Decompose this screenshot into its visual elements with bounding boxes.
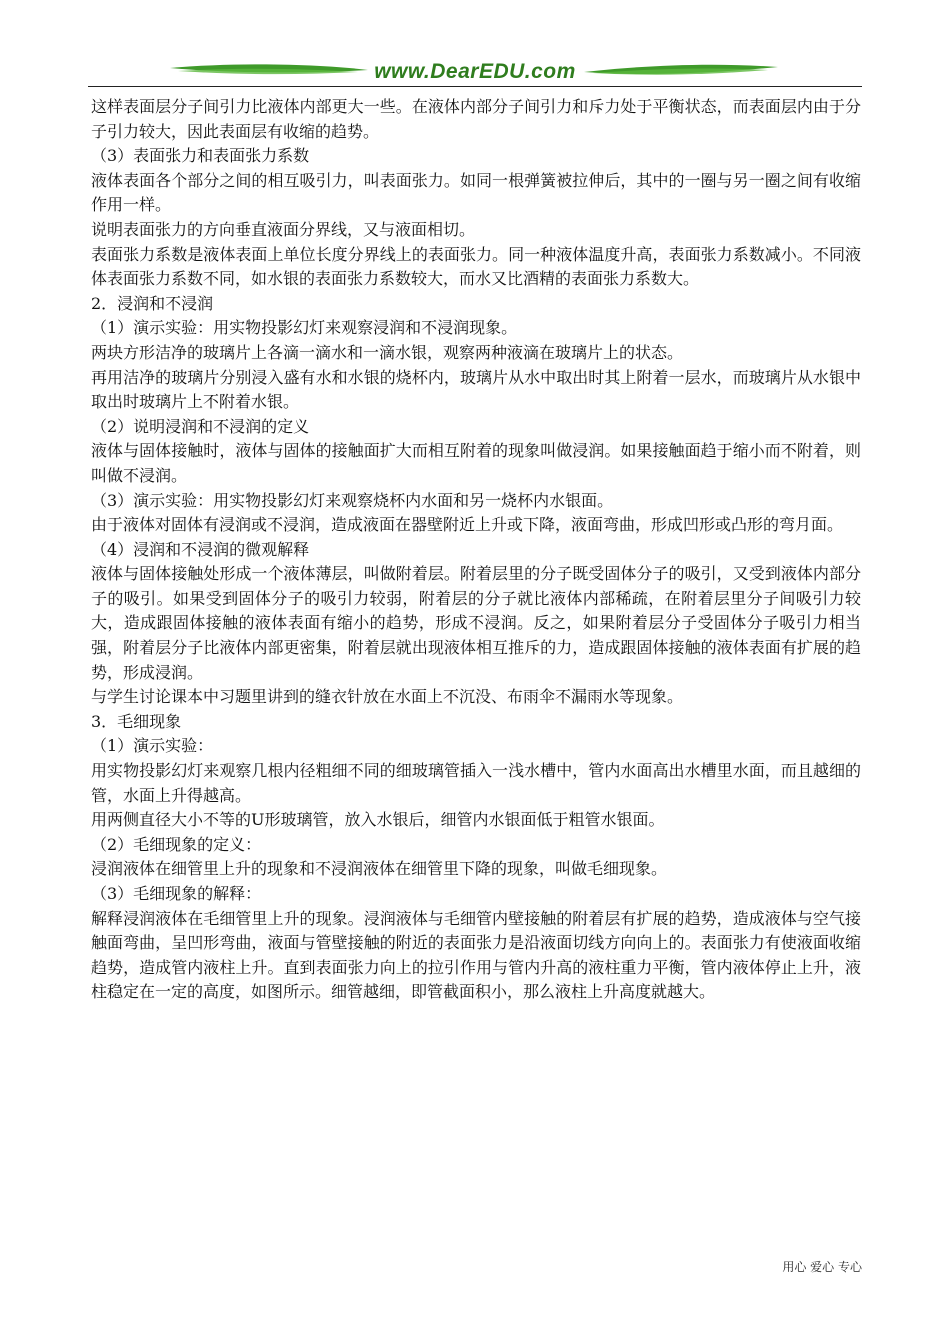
paragraph: 浸润液体在细管里上升的现象和不浸润液体在细管里下降的现象，叫做毛细现象。	[91, 859, 668, 879]
paragraph: 由于液体对固体有浸润或不浸润，造成液面在器壁附近上升或下降，液面弯曲，形成凹形或凸形的弯月面。	[91, 515, 844, 535]
section-heading: 2．浸润和不浸润	[91, 293, 214, 313]
section-heading: （2）毛细现象的定义：	[91, 834, 262, 854]
site-url-logo: www.DearEDU.com	[374, 60, 576, 83]
paragraph: 液体表面各个部分之间的相互吸引力，叫表面张力。如同一根弹簧被拉伸后，其中的一圈与另一圈之间有收缩作用一样。	[91, 170, 861, 215]
paragraph: 说明表面张力的方向垂直液面分界线，又与液面相切。	[91, 219, 476, 239]
paragraph: 表面张力系数是液体表面上单位长度分界线上的表面张力。同一种液体温度升高，表面张力系数减小。不同液体表面张力系数不同，如水银的表面张力系数较大，而水又比酒精的表面张力系数大。	[91, 244, 861, 289]
section-heading: （4）浸润和不浸润的微观解释	[91, 539, 310, 559]
paragraph: 再用洁净的玻璃片分别浸入盛有水和水银的烧杯内，玻璃片从水中取出时其上附着一层水，而玻璃片从水银中取出时玻璃片上不附着水银。	[91, 367, 861, 412]
document-body	[91, 95, 861, 1005]
paragraph: 这样表面层分子间引力比液体内部更大一些。在液体内部分子间引力和斥力处于平衡状态，而表面层内由于分子引力较大，因此表面层有收缩的趋势。	[91, 97, 861, 141]
paragraph: 两块方形洁净的玻璃片上各滴一滴水和一滴水银，观察两种液滴在玻璃片上的状态。	[91, 342, 684, 362]
paragraph: 解释浸润液体在毛细管里上升的现象。浸润液体与毛细管内壁接触的附着层有扩展的趋势，造成液体与空气接触面弯曲，呈凹形弯曲，液面与管壁接触的附近的表面张力是沿液面切线方向向上的。表面张力有使液面收缩趋势，造成管内液柱上升。直到表面张力向上的拉引作用与管内升高的液柱重力平衡，管内液体停止上升，液柱稳定在一定的高度，如图所示。细管越细，即管截面积小，那么液柱上升高度就越大。	[91, 908, 861, 1002]
section-heading: （2）说明浸润和不浸润的定义	[91, 416, 310, 436]
section-heading: （3）表面张力和表面张力系数	[91, 146, 310, 166]
section-heading: （3）演示实验：用实物投影幻灯来观察烧杯内水面和另一烧杯内水银面。	[91, 490, 614, 510]
paragraph: 与学生讨论课本中习题里讲到的缝衣针放在水面上不沉没、布雨伞不漏雨水等现象。	[91, 687, 684, 707]
paragraph: 液体与固体接触处形成一个液体薄层，叫做附着层。附着层里的分子既受固体分子的吸引，又受到液体内部分子的吸引。如果受到固体分子的吸引力较弱，附着层的分子就比液体内部稀疏，在附着层里分子间吸引力较大，造成跟固体接触的液体表面有缩小的趋势，形成不浸润。反之，如果附着层分子受固体分子吸引力相当强，附着层分子比液体内部更密集，附着层就出现液体相互推斥的力，造成跟固体接触的液体表面有扩展的趋势，形成浸润。	[91, 564, 861, 682]
section-heading: 3．毛细现象	[91, 711, 182, 731]
section-heading: （3）毛细现象的解释：	[91, 884, 262, 903]
paragraph: 用两侧直径大小不等的U形玻璃管，放入水银后，细管内水银面低于粗管水银面。	[91, 810, 665, 830]
section-heading: （1）演示实验：用实物投影幻灯来观察浸润和不浸润现象。	[91, 318, 518, 338]
page-header	[88, 58, 862, 90]
section-heading: （1）演示实验：	[91, 736, 214, 756]
page-footer-motto: 用心 爱心 专心	[782, 1260, 862, 1274]
paragraph: 用实物投影幻灯来观察几根内径粗细不同的细玻璃管插入一浅水槽中，管内水面高出水槽里水面，而且越细的管，水面上升得越高。	[91, 761, 861, 805]
paragraph: 液体与固体接触时，液体与固体的接触面扩大而相互附着的现象叫做浸润。如果接触面趋于缩小而不附着，则叫做不浸润。	[91, 441, 861, 485]
header-divider	[88, 86, 862, 87]
